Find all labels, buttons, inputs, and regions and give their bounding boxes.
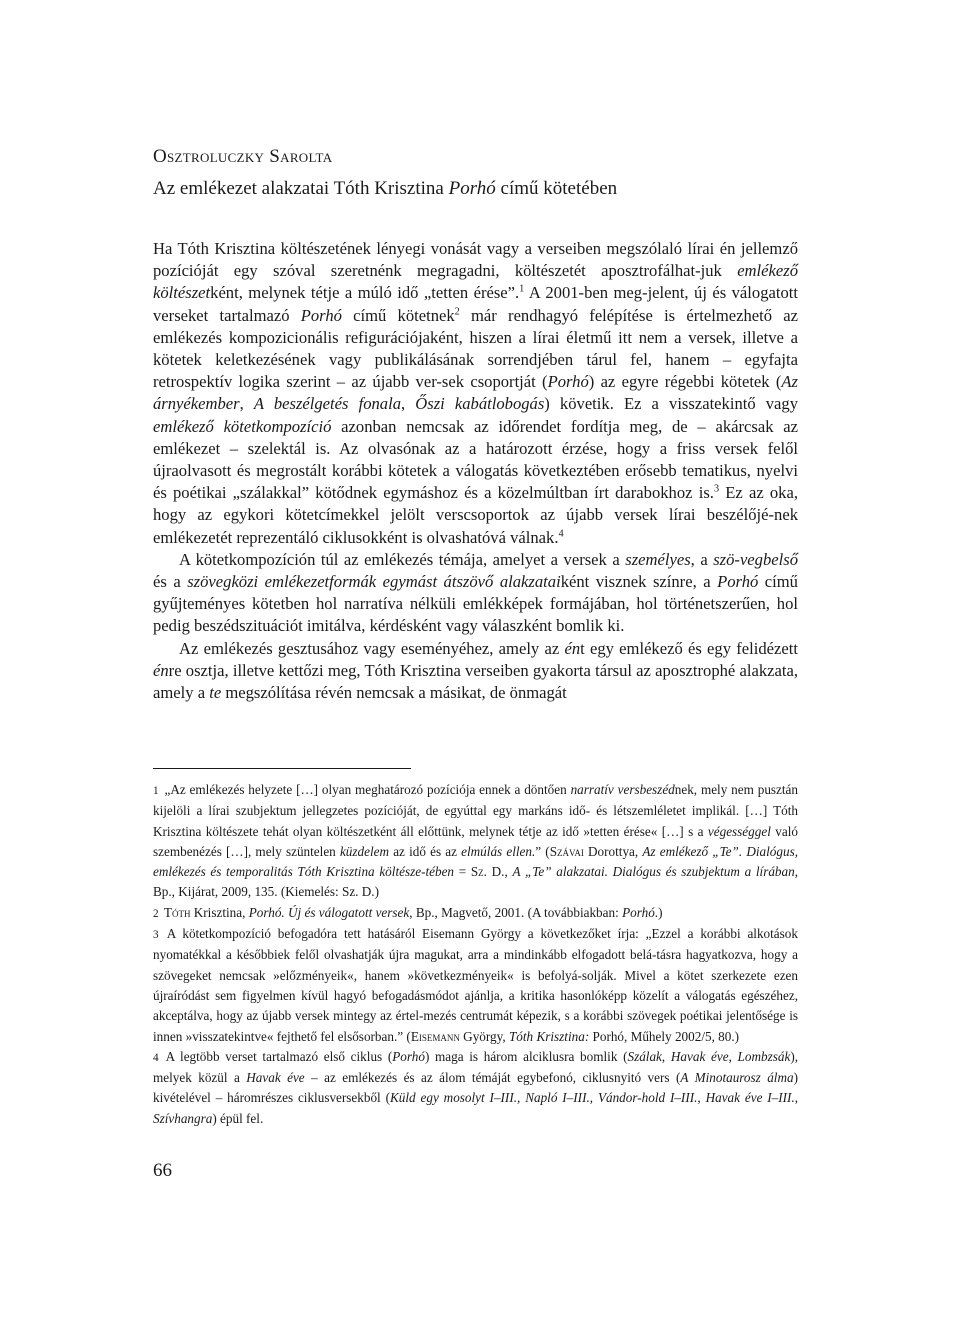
text: , Bp., Magvető, 2001. (A továbbiakban: <box>409 904 623 920</box>
text: Ha Tóth Krisztina költészetének lényegi vonását vagy a verseiben megszólaló lírai én jellemző pozícióját egy szóval szeretnénk megragadni, költészetét aposztrofálhat-juk <box>153 239 798 281</box>
emphasis: Szálak <box>627 1048 662 1064</box>
text: , <box>661 1048 671 1064</box>
emphasis: narratív versbeszéd <box>570 782 675 797</box>
small-caps-name: Tóth <box>163 904 191 920</box>
footnote-ref-3[interactable]: 3 <box>713 483 720 495</box>
text: A legtöbb verset tartalmazó első ciklus ( <box>165 1048 393 1064</box>
text: Dorottya, <box>583 843 643 859</box>
emphasis: szövegközi emlékezetformák egymást átszövő alakzatai <box>187 572 561 592</box>
footnote-separator <box>153 768 411 769</box>
footnote-1 <box>153 780 798 903</box>
footnote-number: 3 <box>153 929 159 942</box>
text: már rendhagyó felépítése is értelmezhető az emlékezés kompozicionális refigurációjaként, hiszen a lírai életmű itt nem a versek, illetve a kötetek keletkezésének vagy publikálásának sorrendjében tárul fel, hanem – egyfajta retrospektív logika szerint – az újabb ver-sek csoportját ( <box>153 305 798 392</box>
text: A kötetkompozíció befogadóra tett hatásáról Eisemann György a következőket írja: „Ezzel a korábbi alkotások nyomatékkal a későbbiek felől olvashatják újra magukat, arra a mindinkább elfogadott belá-tásra hagyatkozva, hogy a szövegeket nemcsak »előzményeik«, hanem »következményeik« is befolyá-solják. Mivel a kötet szerkezete ezen újraíródást sem figyelmen kívül hagyó befogadásmódot ajánlja, a kritika hasonlóképp közelít a válogatás egészéhez, akceptálva, hogy az újabb versek mintegy az értel-mezés centrumát képezik, s a korábbi szövegek poétikai jelentősége is innen »visszatekintve« fejthető fel elsősorban.” ( <box>153 926 798 1044</box>
small-caps-name: Szávai <box>549 843 584 859</box>
title-text: Az emlékezet alakzatai Tóth Krisztina <box>153 178 449 199</box>
emphasis: Porhó <box>717 572 759 592</box>
body-text <box>153 238 798 704</box>
emphasis: végességgel <box>707 823 771 839</box>
page-number: 66 <box>153 1160 172 1181</box>
text: való szembenézés […], mely szüntelen <box>153 823 798 859</box>
text: = <box>454 864 471 880</box>
footnote-ref-2[interactable]: 2 <box>454 306 460 318</box>
text: ként, melynek tétje a múló idő „tetten érése”. <box>210 283 520 303</box>
emphasis: emlékező kötetkompozíció <box>153 416 332 436</box>
text: t egy emlékező és egy felidézett <box>580 638 798 658</box>
emphasis: küzdelem <box>339 843 390 859</box>
title-book-name: Porhó <box>448 178 496 199</box>
text: ), melyek közül a <box>153 1048 799 1086</box>
text: nek, mely nem pusztán kijelöli a lírai szubjektum jellegzetes pozícióját, de egyúttal egy markáns idő- és létszemléletet implikál. […] Tóth Krisztina költészete tehát olyan költészetként áll előttünk, melynek tétje az idő »tetten érése« […] s a <box>153 782 799 839</box>
text: A 2001-ben meg-jelent, új és válogatott verseket tartalmazó <box>153 283 798 325</box>
text: Ez az oka, hogy az egykori kötetcímekkel jelölt verscsoportok az újabb versek lírai beszélőjé-nek emlékezetét reprezentáló ciklusokként is olvashatóvá válnak. <box>153 483 798 547</box>
text: , <box>728 1048 738 1064</box>
emphasis: Lombzsák <box>737 1048 791 1064</box>
footnote-3 <box>153 924 798 1047</box>
text: „Az emlékezés helyzete […] olyan meghatározó pozíciója ennek a döntően <box>164 782 571 797</box>
text: című kötetnek <box>341 305 455 325</box>
footnote-number: 2 <box>153 907 159 920</box>
emphasis: te <box>209 683 222 703</box>
emphasis: Porhó <box>622 904 655 920</box>
emphasis: A beszélgetés fonala <box>253 394 401 414</box>
text: re osztja, illetve kettőzi meg, Tóth Krisztina verseiben gyakorta társul az aposztrophé alakzata, amely a <box>153 660 798 703</box>
emphasis: én <box>564 638 581 658</box>
text: azonban nemcsak az időrendet fordítja meg, de – akárcsak az emlékezet – szelektál is. Az olvasónak az a határozott érzése, hogy a friss versek felől újraolvasott és megrostált korábbi kötetek a válogatás következtében erősebb tematikus, nyelvi és poétikai „szálakkal” kötődnek egymáshoz és a közelmúltban írt darabokhoz is. <box>153 416 798 503</box>
small-caps-name: Eisemann <box>410 1028 460 1044</box>
footnote-number: 1 <box>153 785 159 797</box>
footnotes <box>153 780 798 1129</box>
text: Porhó, Műhely 2002/5, 80.) <box>589 1028 740 1044</box>
text: az idő és az <box>389 843 462 859</box>
text: , Bp., Kijárat, 2009, 135. (Kiemelés: Sz. D.) <box>153 864 798 900</box>
text: ) kivételével – háromrészes ciklusversekből ( <box>153 1070 798 1106</box>
paragraph-2 <box>153 549 798 638</box>
emphasis: A Minotaurosz álma <box>680 1070 794 1086</box>
footnote-2 <box>153 903 798 924</box>
author-name: Osztroluczky Sarolta <box>153 146 333 167</box>
text: Krisztina, <box>190 904 249 920</box>
text: A kötetkompozíción túl az emlékezés témája, amelyet a versek a <box>179 549 626 569</box>
emphasis: emlékező költészet <box>153 261 798 303</box>
text: ) követik. Ez a visszatekintő vagy <box>544 394 799 414</box>
text: , <box>517 1090 526 1106</box>
text: , a <box>690 549 714 569</box>
footnote-number: 4 <box>153 1051 159 1064</box>
text: , <box>401 394 416 414</box>
text: ” ( <box>535 843 550 859</box>
text: című gyűjteményes kötetben hol narratíva nélküli emlékképek formájában, hol történetszerűen, hol pedig beszédszituációt imitálva, kérdésként vagy válaszként bomlik ki. <box>153 572 798 636</box>
emphasis: Porhó <box>300 305 342 325</box>
emphasis: Az árnyékember <box>153 372 798 414</box>
text: , <box>697 1090 706 1106</box>
emphasis: elmúlás ellen. <box>461 843 536 859</box>
footnote-ref-4[interactable]: 4 <box>558 528 564 540</box>
footnote-4 <box>153 1047 798 1129</box>
emphasis: Tóth Krisztina: <box>508 1028 590 1044</box>
emphasis: Havak éve <box>670 1048 729 1064</box>
emphasis: Őszi kabátlobogás <box>415 394 545 414</box>
small-caps-name: Sz. D. <box>470 864 505 880</box>
paragraph-1 <box>153 238 798 549</box>
text: ) épül fel. <box>212 1110 264 1126</box>
text: , <box>794 1090 799 1106</box>
footnote-ref-1[interactable]: 1 <box>519 283 525 295</box>
emphasis: Porhó <box>547 372 589 392</box>
text: és a <box>153 572 188 592</box>
text: – az emlékezés és az álom témáját egybefonó, ciklusnyitó vers ( <box>304 1070 681 1086</box>
emphasis: Napló I–III. <box>525 1090 590 1106</box>
emphasis: Havak éve I–III. <box>705 1090 795 1106</box>
text: , <box>504 864 513 880</box>
emphasis: Az emlékező „Te”. Dialógus, emlékezés és temporalitás Tóth Krisztina költésze-tében <box>153 843 798 880</box>
text: megszólítása révén nemcsak a másikat, de önmagát <box>221 683 567 703</box>
emphasis: szö-vegbelső <box>713 549 798 569</box>
text: György, <box>459 1028 509 1044</box>
title-text-end: című kötetében <box>495 178 618 199</box>
emphasis: én <box>153 660 169 680</box>
text: ) maga is három alciklusra bomlik ( <box>424 1048 628 1064</box>
emphasis: Havak éve <box>246 1070 305 1086</box>
emphasis: A „Te” alakzatai. Dialógus és szubjektum a lírában <box>512 864 795 880</box>
text: ként visznek színre, a <box>560 572 718 592</box>
emphasis: Szívhangra <box>153 1110 213 1126</box>
emphasis: személyes <box>625 549 691 569</box>
emphasis: Küld egy mosolyt I–III. <box>389 1090 518 1106</box>
paragraph-3 <box>153 638 798 705</box>
text: ) az egyre régebbi kötetek ( <box>588 372 782 392</box>
text: .) <box>654 904 663 920</box>
text: , <box>589 1090 598 1106</box>
emphasis: Porhó <box>392 1048 425 1064</box>
text: Az emlékezés gesztusához vagy eseményéhez, amely az <box>179 638 565 658</box>
text: , <box>239 394 254 414</box>
emphasis: Vándor-hold I–III. <box>597 1090 698 1106</box>
article-title <box>153 178 617 200</box>
emphasis: Porhó. Új és válogatott versek <box>248 904 410 920</box>
